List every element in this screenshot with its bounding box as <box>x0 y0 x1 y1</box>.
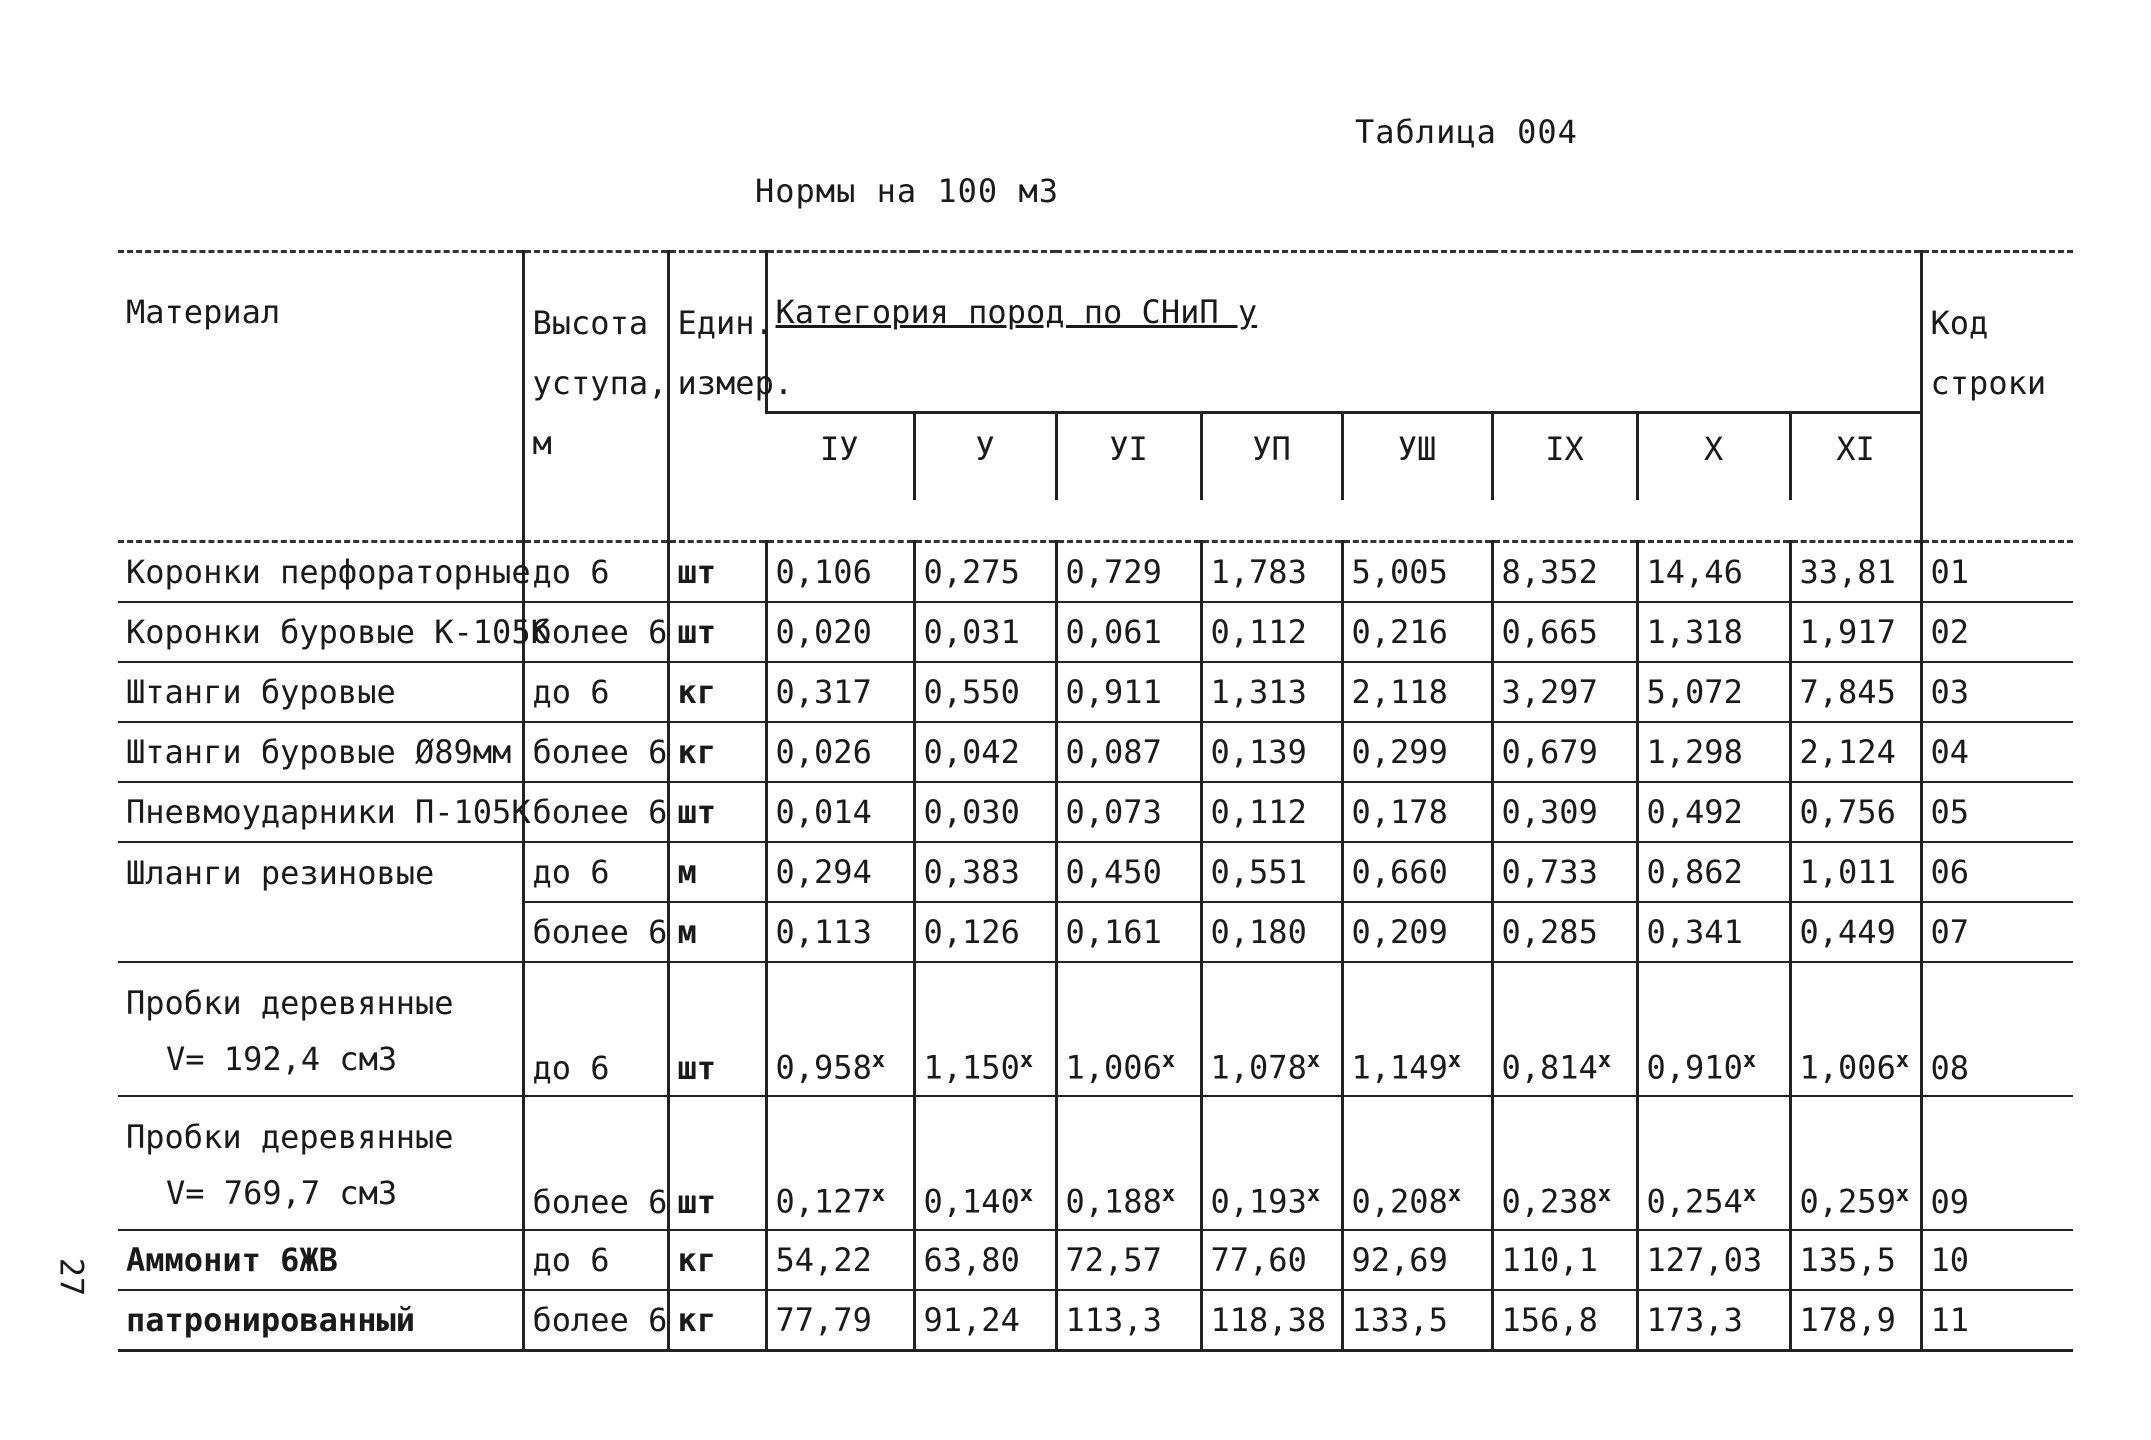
category-header: УШ <box>1342 413 1492 501</box>
material-cell: Пневмоударники П-105К <box>118 782 523 842</box>
value-mark: x <box>1019 1048 1034 1074</box>
value-cell <box>1492 842 1637 902</box>
value-text: 54,22 <box>775 1241 872 1279</box>
material-volume: V= 192,4 см3 <box>166 1040 398 1078</box>
value-text: 0,729 <box>1065 553 1162 591</box>
value-cell <box>1342 1096 1492 1230</box>
value-text: 0,031 <box>923 613 1020 651</box>
code-cell: 03 <box>1921 662 2073 722</box>
value-cell <box>1790 722 1921 782</box>
table-row <box>118 542 2073 603</box>
value-cell <box>1342 782 1492 842</box>
unit-cell: шт <box>668 542 766 603</box>
value-mark: x <box>1895 1182 1910 1208</box>
value-mark: x <box>1306 1048 1321 1074</box>
value-cell <box>1342 902 1492 962</box>
value-text: 1,149 <box>1351 1049 1448 1087</box>
height-cell: до 6 <box>523 542 668 603</box>
value-text: 0,341 <box>1646 913 1743 951</box>
value-text: 72,57 <box>1065 1241 1162 1279</box>
code-cell: 07 <box>1921 902 2073 962</box>
value-text: 0,014 <box>775 793 872 831</box>
unit-cell: кг <box>668 722 766 782</box>
value-text: 0,030 <box>923 793 1020 831</box>
code-cell: 06 <box>1921 842 2073 902</box>
value-text: 127,03 <box>1646 1241 1763 1279</box>
value-mark: x <box>1742 1048 1757 1074</box>
value-cell <box>1342 662 1492 722</box>
value-cell <box>1790 602 1921 662</box>
code-cell: 11 <box>1921 1290 2073 1351</box>
value-text: 7,845 <box>1799 673 1896 711</box>
value-cell <box>1201 542 1342 603</box>
value-text: 1,917 <box>1799 613 1896 651</box>
value-cell <box>1492 722 1637 782</box>
unit-cell: шт <box>668 962 766 1096</box>
value-text: 118,38 <box>1210 1301 1327 1339</box>
value-text: 5,072 <box>1646 673 1743 711</box>
value-cell <box>914 662 1056 722</box>
value-cell <box>1342 842 1492 902</box>
value-cell <box>766 1230 914 1290</box>
value-cell <box>766 1290 914 1351</box>
value-cell <box>1201 962 1342 1096</box>
table-row <box>118 662 2073 722</box>
value-mark: x <box>871 1048 886 1074</box>
value-text: 0,216 <box>1351 613 1448 651</box>
value-cell <box>1056 1230 1201 1290</box>
value-cell <box>1637 1096 1790 1230</box>
unit-cell: шт <box>668 1096 766 1230</box>
material-cell <box>118 962 523 1096</box>
value-text: 5,005 <box>1351 553 1448 591</box>
value-text: 0,113 <box>775 913 872 951</box>
value-cell <box>1342 542 1492 603</box>
value-mark: x <box>1597 1182 1612 1208</box>
value-text: 92,69 <box>1351 1241 1448 1279</box>
value-cell <box>766 962 914 1096</box>
material-cell: патронированный <box>118 1290 523 1351</box>
value-text: 0,178 <box>1351 793 1448 831</box>
value-cell <box>1790 842 1921 902</box>
value-cell <box>766 662 914 722</box>
value-cell <box>914 1230 1056 1290</box>
unit-cell: кг <box>668 1230 766 1290</box>
value-text: 0,862 <box>1646 853 1743 891</box>
height-cell: более 6 <box>523 1290 668 1351</box>
code-cell: 08 <box>1921 962 2073 1096</box>
material-volume: V= 769,7 см3 <box>166 1174 398 1212</box>
value-cell <box>914 602 1056 662</box>
value-cell <box>1790 1290 1921 1351</box>
material-cell: Коронки буровые К-105К <box>118 602 523 662</box>
value-text: 1,011 <box>1799 853 1896 891</box>
value-cell <box>1637 602 1790 662</box>
material-cell <box>118 1096 523 1230</box>
height-cell: до 6 <box>523 842 668 902</box>
value-cell <box>1790 962 1921 1096</box>
value-text: 110,1 <box>1501 1241 1598 1279</box>
value-cell <box>1056 602 1201 662</box>
value-text: 0,112 <box>1210 613 1307 651</box>
value-text: 0,020 <box>775 613 872 651</box>
value-cell <box>1342 722 1492 782</box>
value-text: 1,298 <box>1646 733 1743 771</box>
unit-cell: м <box>668 902 766 962</box>
value-cell <box>766 842 914 902</box>
category-header: XI <box>1790 413 1921 501</box>
value-cell <box>1637 722 1790 782</box>
height-cell: более 6 <box>523 1096 668 1230</box>
value-text: 0,140 <box>923 1183 1020 1221</box>
height-cell: до 6 <box>523 662 668 722</box>
value-text: 0,317 <box>775 673 872 711</box>
category-header: У <box>914 413 1056 501</box>
code-cell: 02 <box>1921 602 2073 662</box>
value-cell <box>1056 902 1201 962</box>
value-text: 1,006 <box>1799 1049 1896 1087</box>
value-text: 0,208 <box>1351 1183 1448 1221</box>
table-label: Таблица 004 <box>1355 113 1578 151</box>
value-text: 0,087 <box>1065 733 1162 771</box>
value-cell <box>1342 602 1492 662</box>
value-cell <box>914 842 1056 902</box>
value-text: 2,124 <box>1799 733 1896 771</box>
value-text: 0,449 <box>1799 913 1896 951</box>
unit-cell: шт <box>668 782 766 842</box>
value-text: 0,294 <box>775 853 872 891</box>
value-text: 0,910 <box>1646 1049 1743 1087</box>
category-header: IУ <box>819 430 859 468</box>
value-text: 0,259 <box>1799 1183 1896 1221</box>
value-text: 0,450 <box>1065 853 1162 891</box>
value-cell <box>1637 842 1790 902</box>
value-cell <box>1056 1290 1201 1351</box>
value-cell <box>1056 782 1201 842</box>
value-cell <box>766 542 914 603</box>
value-mark: x <box>1447 1048 1462 1074</box>
value-text: 113,3 <box>1065 1301 1162 1339</box>
unit-cell: шт <box>668 602 766 662</box>
code-cell: 01 <box>1921 542 2073 603</box>
value-text: 0,126 <box>923 913 1020 951</box>
value-text: 0,660 <box>1351 853 1448 891</box>
value-cell <box>1342 962 1492 1096</box>
value-cell <box>1492 902 1637 962</box>
table-header <box>118 252 2073 542</box>
value-cell <box>914 902 1056 962</box>
value-text: 178,9 <box>1799 1301 1896 1339</box>
value-cell <box>1056 662 1201 722</box>
material-cell: Шланги резиновые <box>126 853 435 892</box>
value-cell <box>1056 1096 1201 1230</box>
value-text: 0,492 <box>1646 793 1743 831</box>
value-cell <box>766 722 914 782</box>
value-text: 91,24 <box>923 1301 1020 1339</box>
table-row <box>118 782 2073 842</box>
code-cell: 05 <box>1921 782 2073 842</box>
value-text: 0,193 <box>1210 1183 1307 1221</box>
col-material-header: Материал <box>118 252 523 542</box>
value-cell <box>1492 962 1637 1096</box>
col-category-header: Категория пород по СНиП у <box>766 252 1921 413</box>
value-text: 0,679 <box>1501 733 1598 771</box>
unit-cell: кг <box>668 1290 766 1351</box>
value-text: 0,733 <box>1501 853 1598 891</box>
value-text: 156,8 <box>1501 1301 1598 1339</box>
value-cell <box>1201 722 1342 782</box>
header-spacer <box>766 500 1921 542</box>
value-cell <box>914 542 1056 603</box>
code-cell: 04 <box>1921 722 2073 782</box>
value-text: 2,118 <box>1351 673 1448 711</box>
value-text: 0,958 <box>775 1049 872 1087</box>
value-cell <box>1637 902 1790 962</box>
value-text: 0,814 <box>1501 1049 1598 1087</box>
value-cell <box>914 962 1056 1096</box>
height-cell: более 6 <box>523 722 668 782</box>
value-cell <box>1056 722 1201 782</box>
value-text: 0,180 <box>1210 913 1307 951</box>
unit-cell: м <box>668 842 766 902</box>
col-height-header: Высота уступа, м <box>523 252 668 542</box>
value-mark: x <box>1161 1182 1176 1208</box>
value-cell <box>1201 842 1342 902</box>
value-text: 0,106 <box>775 553 872 591</box>
value-text: 133,5 <box>1351 1301 1448 1339</box>
value-text: 0,042 <box>923 733 1020 771</box>
value-mark: x <box>1019 1182 1034 1208</box>
table-row <box>118 842 2073 902</box>
table-row <box>118 1290 2073 1351</box>
value-mark: x <box>1161 1048 1176 1074</box>
value-text: 1,318 <box>1646 613 1743 651</box>
material-cell <box>118 902 523 962</box>
value-text: 0,383 <box>923 853 1020 891</box>
table-row <box>118 902 2073 962</box>
value-cell <box>1201 602 1342 662</box>
material-cell: Аммонит 6ЖВ <box>118 1230 523 1290</box>
value-mark: x <box>1895 1048 1910 1074</box>
value-text: 0,112 <box>1210 793 1307 831</box>
value-text: 0,061 <box>1065 613 1162 651</box>
code-cell: 09 <box>1921 1096 2073 1230</box>
value-text: 0,188 <box>1065 1183 1162 1221</box>
height-cell: более 6 <box>523 602 668 662</box>
col-code-header: Код строки <box>1921 252 2073 542</box>
value-mark: x <box>871 1182 886 1208</box>
value-text: 0,299 <box>1351 733 1448 771</box>
code-cell: 10 <box>1921 1230 2073 1290</box>
value-cell <box>914 722 1056 782</box>
value-text: 77,79 <box>775 1301 872 1339</box>
value-text: 1,313 <box>1210 673 1307 711</box>
value-text: 0,665 <box>1501 613 1598 651</box>
value-cell <box>1201 902 1342 962</box>
value-cell <box>1201 662 1342 722</box>
material-cell: Штанги буровые <box>118 662 523 722</box>
value-cell <box>1790 662 1921 722</box>
table-body <box>118 542 2073 1351</box>
value-cell <box>914 782 1056 842</box>
norms-table <box>118 250 2073 1352</box>
table-row <box>118 602 2073 662</box>
material-name: Пробки деревянные <box>126 1118 454 1156</box>
material-cell: Коронки перфораторные <box>118 542 523 603</box>
value-cell <box>1637 782 1790 842</box>
value-text: 1,783 <box>1210 553 1307 591</box>
value-text: 0,238 <box>1501 1183 1598 1221</box>
height-cell: до 6 <box>523 1230 668 1290</box>
value-text: 0,161 <box>1065 913 1162 951</box>
value-mark: x <box>1597 1048 1612 1074</box>
value-cell <box>1056 542 1201 603</box>
value-mark: x <box>1306 1182 1321 1208</box>
value-text: 33,81 <box>1799 553 1896 591</box>
height-cell: более 6 <box>523 902 668 962</box>
norms-label: Нормы на 100 м3 <box>755 172 1059 210</box>
height-cell: до 6 <box>523 962 668 1096</box>
value-mark: x <box>1447 1182 1462 1208</box>
value-cell <box>1492 602 1637 662</box>
col-unit-header: Един. измер. <box>668 252 766 542</box>
value-cell <box>914 1096 1056 1230</box>
value-text: 1,078 <box>1210 1049 1307 1087</box>
value-cell <box>1056 962 1201 1096</box>
value-cell <box>1201 782 1342 842</box>
category-header: IX <box>1492 413 1637 501</box>
value-cell <box>1342 1290 1492 1351</box>
category-header: УП <box>1201 413 1342 501</box>
value-cell <box>1201 1290 1342 1351</box>
value-text: 14,46 <box>1646 553 1743 591</box>
value-cell <box>1056 842 1201 902</box>
value-cell <box>766 602 914 662</box>
value-text: 0,139 <box>1210 733 1307 771</box>
table-row <box>118 962 2073 1096</box>
height-cell: более 6 <box>523 782 668 842</box>
value-cell <box>1492 1290 1637 1351</box>
value-text: 0,026 <box>775 733 872 771</box>
unit-cell: кг <box>668 662 766 722</box>
value-text: 8,352 <box>1501 553 1598 591</box>
table-row <box>118 1096 2073 1230</box>
value-cell <box>1790 902 1921 962</box>
material-name: Пробки деревянные <box>126 984 454 1022</box>
value-cell <box>1637 962 1790 1096</box>
value-cell <box>1492 782 1637 842</box>
table-row <box>118 722 2073 782</box>
value-text: 0,309 <box>1501 793 1598 831</box>
value-text: 135,5 <box>1799 1241 1896 1279</box>
value-cell <box>1637 1230 1790 1290</box>
value-cell <box>1342 1230 1492 1290</box>
value-text: 0,127 <box>775 1183 872 1221</box>
value-text: 0,550 <box>923 673 1020 711</box>
category-header: X <box>1637 413 1790 501</box>
value-text: 77,60 <box>1210 1241 1307 1279</box>
value-cell <box>766 782 914 842</box>
value-text: 3,297 <box>1501 673 1598 711</box>
value-cell <box>1492 1096 1637 1230</box>
value-cell <box>1790 1096 1921 1230</box>
value-text: 0,209 <box>1351 913 1448 951</box>
value-text: 0,254 <box>1646 1183 1743 1221</box>
value-text: 1,006 <box>1065 1049 1162 1087</box>
value-cell <box>914 1290 1056 1351</box>
value-text: 0,911 <box>1065 673 1162 711</box>
value-text: 63,80 <box>923 1241 1020 1279</box>
value-cell <box>766 1096 914 1230</box>
value-mark: x <box>1742 1182 1757 1208</box>
value-text: 173,3 <box>1646 1301 1743 1339</box>
value-text: 0,551 <box>1210 853 1307 891</box>
value-cell <box>1637 1290 1790 1351</box>
value-cell <box>1790 542 1921 603</box>
table-row <box>118 1230 2073 1290</box>
value-cell <box>1637 542 1790 603</box>
value-cell <box>1637 662 1790 722</box>
material-cell: Штанги буровые Ø89мм <box>118 722 523 782</box>
value-text: 0,275 <box>923 553 1020 591</box>
value-text: 0,073 <box>1065 793 1162 831</box>
value-cell <box>1492 662 1637 722</box>
value-cell <box>1790 782 1921 842</box>
value-cell <box>1201 1230 1342 1290</box>
value-text: 0,756 <box>1799 793 1896 831</box>
value-cell <box>1790 1230 1921 1290</box>
value-text: 1,150 <box>923 1049 1020 1087</box>
value-cell <box>1201 1096 1342 1230</box>
page-number: 27 <box>52 1257 91 1297</box>
value-cell <box>1492 1230 1637 1290</box>
value-text: 0,285 <box>1501 913 1598 951</box>
category-header: УI <box>1056 413 1201 501</box>
value-cell <box>1492 542 1637 603</box>
value-cell <box>766 902 914 962</box>
